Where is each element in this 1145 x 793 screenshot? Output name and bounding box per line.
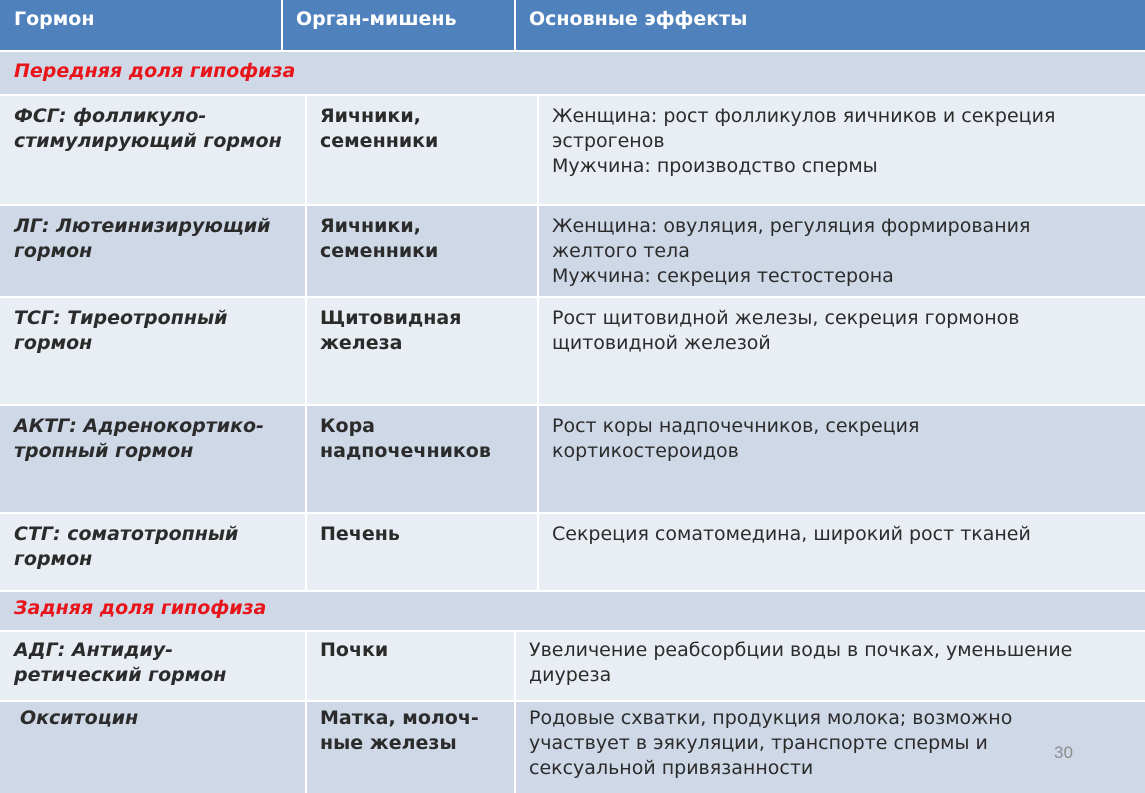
target-line: железа	[320, 332, 403, 354]
hormone-line: ТСГ: Тиреотропный	[14, 307, 228, 329]
effects-line: Мужчина: секреция тестостерона	[552, 265, 894, 287]
target-line: Яичники,	[320, 105, 421, 127]
effects-line: участвует в эякуляции, транспорте спермы и	[529, 732, 988, 754]
target-line: семенники	[320, 130, 439, 152]
target-line: Печень	[320, 523, 400, 545]
effects-line: Женщина: овуляция, регуляция формирования	[552, 215, 1031, 237]
effects-cell	[538, 298, 1145, 404]
hormone-line: АДГ: Антидиу-	[14, 639, 174, 661]
effects-line: желтого тела	[552, 240, 690, 262]
hormone-cell	[0, 632, 306, 700]
effects-line: щитовидной железой	[552, 332, 771, 354]
target-cell	[306, 206, 538, 296]
hormone-line: ФСГ: фолликуло-	[14, 105, 207, 127]
target-line: семенники	[320, 240, 439, 262]
effects-line: Мужчина: производство спермы	[552, 155, 878, 177]
target-line: Яичники,	[320, 215, 421, 237]
effects-line: Родовые схватки, продукция молока; возможно	[529, 707, 1013, 729]
table-row-lh	[0, 206, 1145, 296]
hormone-cell	[0, 702, 306, 793]
effects-line: диуреза	[529, 664, 612, 686]
hormone-line: ЛГ: Лютеинизирующий	[14, 215, 271, 237]
target-line: Почки	[320, 639, 389, 661]
section-title: Передняя доля гипофиза	[14, 60, 296, 82]
section-title: Задняя доля гипофиза	[14, 597, 267, 619]
hormone-line: Окситоцин	[20, 707, 139, 729]
hormone-line: ретический гормон	[14, 664, 227, 686]
header-target-organ: Орган-мишень	[296, 8, 457, 30]
table-row-sth	[0, 514, 1145, 590]
table-row-fsh	[0, 96, 1145, 204]
effects-cell	[538, 206, 1145, 296]
hormone-line: гормон	[14, 240, 93, 262]
section-posterior-pituitary	[0, 592, 1145, 630]
target-cell	[306, 406, 538, 512]
hormone-line: тропный гормон	[14, 440, 194, 462]
effects-cell	[538, 514, 1145, 590]
target-line: надпочечников	[320, 440, 491, 462]
effects-line: эстрогенов	[552, 130, 665, 152]
effects-cell	[515, 702, 1145, 793]
effects-cell	[515, 632, 1145, 700]
hormone-line: гормон	[14, 548, 93, 570]
target-line: ные железы	[320, 732, 457, 754]
effects-cell	[538, 406, 1145, 512]
section-anterior-pituitary	[0, 52, 1145, 94]
page-number: 30	[1054, 743, 1073, 762]
target-line: Щитовидная	[320, 307, 462, 329]
effects-line: Женщина: рост фолликулов яичников и секреция	[552, 105, 1056, 127]
target-cell	[306, 514, 538, 590]
target-cell	[306, 702, 515, 793]
hormone-cell	[0, 406, 306, 512]
target-cell	[306, 298, 538, 404]
table-row-tsh	[0, 298, 1145, 404]
target-line: Кора	[320, 415, 376, 437]
hormone-cell	[0, 96, 306, 204]
target-cell	[306, 632, 515, 700]
hormone-line: гормон	[14, 332, 93, 354]
header-hormone: Гормон	[14, 8, 95, 30]
hormone-line: АКТГ: Адренокортико-	[14, 415, 264, 437]
hormone-cell	[0, 514, 306, 590]
hormone-line: СТГ: соматотропный	[14, 523, 239, 545]
effects-line: Увеличение реабсорбции воды в почках, уменьшение	[529, 639, 1073, 661]
table-row-oxytocin	[0, 702, 1145, 793]
effects-line: сексуальной привязанности	[529, 757, 814, 779]
effects-line: кортикостероидов	[552, 440, 739, 462]
hormone-cell	[0, 298, 306, 404]
effects-line: Секреция соматомедина, широкий рост тканей	[552, 523, 1031, 545]
effects-line: Рост щитовидной железы, секреция гормонов	[552, 307, 1020, 329]
table-row-adh	[0, 632, 1145, 700]
hormone-line: стимулирующий гормон	[14, 130, 282, 152]
table-header	[0, 0, 1145, 50]
hormone-cell	[0, 206, 306, 296]
target-cell	[306, 96, 538, 204]
effects-cell	[538, 96, 1145, 204]
table-row-acth	[0, 406, 1145, 512]
effects-line: Рост коры надпочечников, секреция	[552, 415, 920, 437]
header-effects: Основные эффекты	[529, 8, 748, 30]
target-line: Матка, молоч-	[320, 707, 479, 729]
